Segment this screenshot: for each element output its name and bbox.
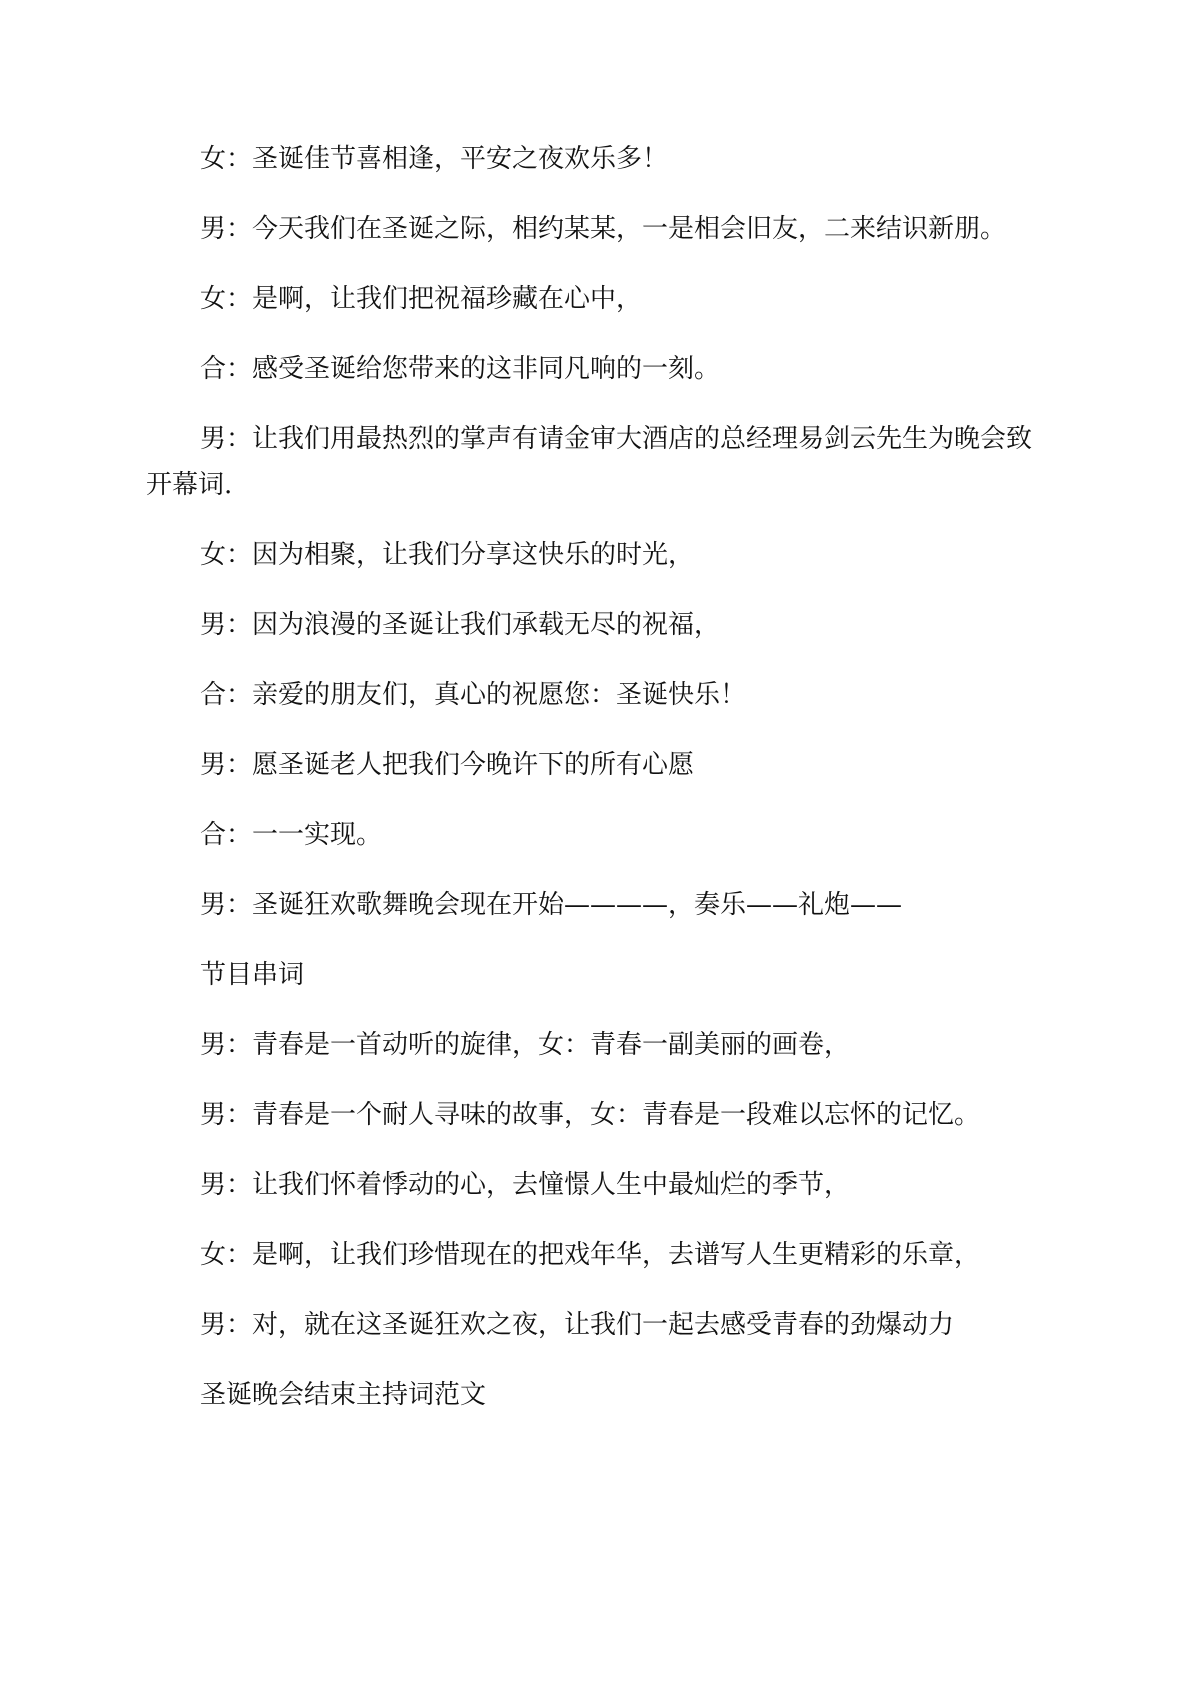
paragraph: 男：让我们怀着悸动的心，去憧憬人生中最灿烂的季节， [200,1170,851,1200]
paragraph: 女：是啊，让我们珍惜现在的把戏年华，去谱写人生更精彩的乐章， [200,1240,981,1270]
paragraph: 男：今天我们在圣诞之际，相约某某，一是相会旧友，二来结识新朋。 [200,214,1007,244]
paragraph: 男：让我们用最热烈的掌声有请金审大酒店的总经理易剑云先生为晚会致开幕词. [146,424,1033,500]
paragraph: 男：青春是一个耐人寻味的故事，女：青春是一段难以忘怀的记忆。 [200,1100,981,1130]
paragraph: 合：一一实现。 [200,820,383,850]
paragraph: 男：愿圣诞老人把我们今晚许下的所有心愿 [200,750,695,780]
paragraph: 男：青春是一首动听的旋律，女：青春一副美丽的画卷， [200,1030,851,1060]
paragraph: 女：因为相聚，让我们分享这快乐的时光， [200,540,695,570]
paragraph: 男：圣诞狂欢歌舞晚会现在开始————，奏乐——礼炮—— [200,890,903,920]
document-body [146,136,1046,1442]
paragraph: 男：因为浪漫的圣诞让我们承载无尽的祝福， [200,610,721,640]
section-heading: 圣诞晚会结束主持词范文 [200,1380,487,1410]
paragraph: 男：对，就在这圣诞狂欢之夜，让我们一起去感受青春的劲爆动力 [200,1310,955,1340]
paragraph: 合：感受圣诞给您带来的这非同凡响的一刻。 [200,354,721,384]
paragraph: 合：亲爱的朋友们，真心的祝愿您：圣诞快乐！ [200,680,747,710]
section-heading: 节目串词 [200,960,305,990]
paragraph: 女：是啊，让我们把祝福珍藏在心中， [200,284,643,314]
paragraph: 女：圣诞佳节喜相逢，平安之夜欢乐多！ [200,144,669,174]
